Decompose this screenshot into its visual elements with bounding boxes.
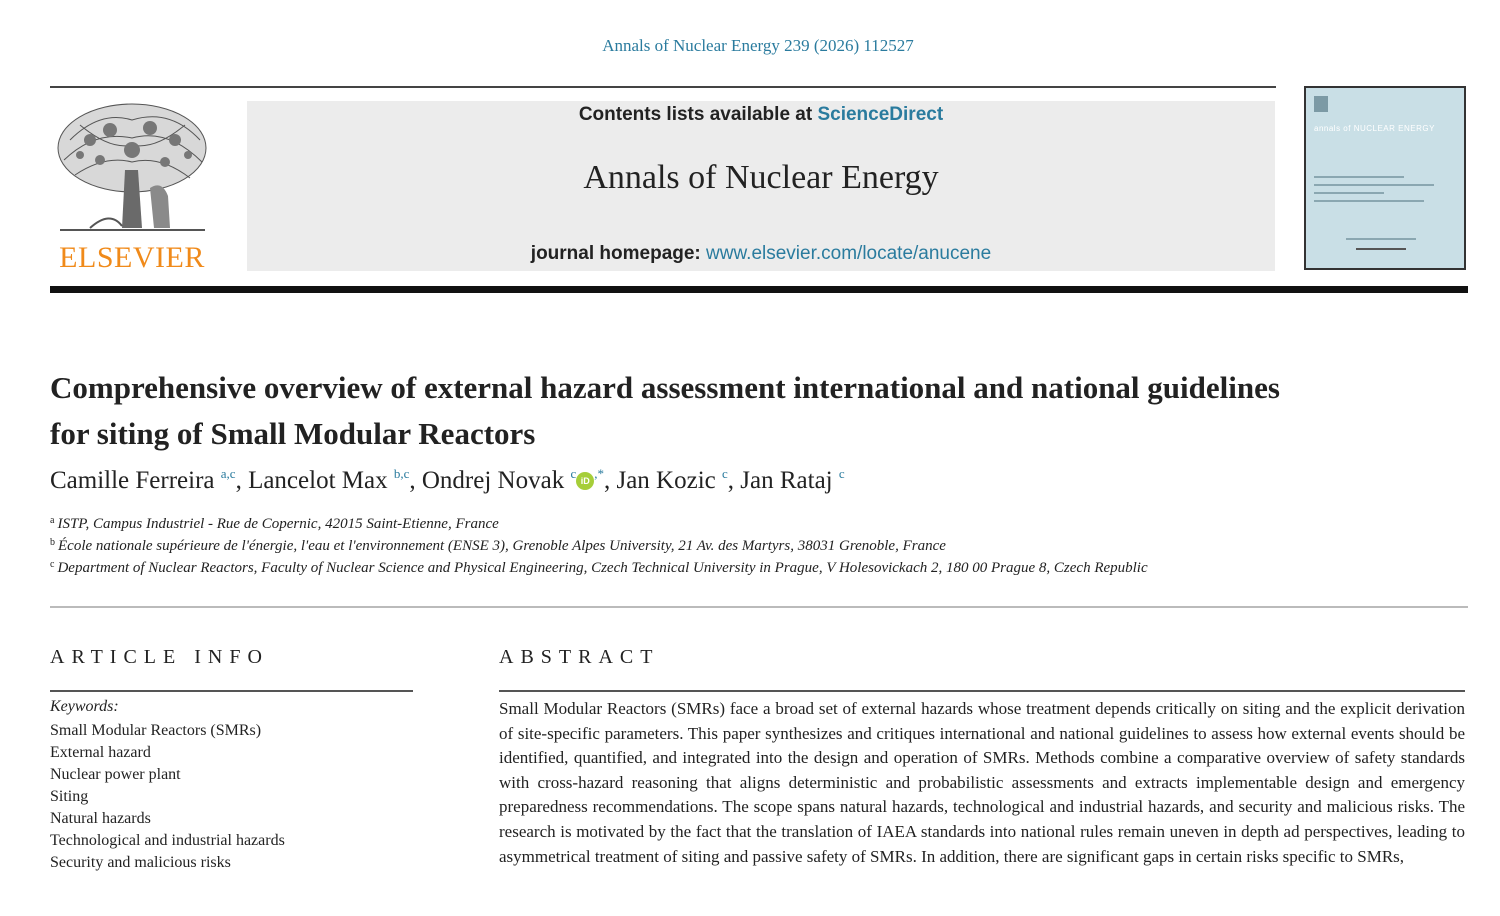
keywords-label: Keywords:: [50, 698, 119, 715]
contents-availability-line: [247, 104, 1275, 126]
header-top-rule: [50, 86, 1276, 88]
article-info-rule: [50, 690, 413, 692]
author-affiliation-marker[interactable]: b,c: [393, 466, 410, 481]
abstract-rule: [499, 690, 1465, 692]
homepage-prefix: journal homepage:: [530, 243, 707, 264]
affiliation-text: ISTP, Campus Industriel - Rue de Copernic, 42015 Saint-Etienne, France: [57, 516, 499, 532]
author-affiliation-marker[interactable]: c: [570, 466, 577, 481]
cover-publisher-logo: [1314, 96, 1328, 112]
sciencedirect-link[interactable]: ScienceDirect: [817, 104, 944, 125]
keyword-item[interactable]: Nuclear power plant: [50, 766, 181, 783]
author-affiliation-marker[interactable]: c: [722, 466, 728, 481]
journal-homepage-line: [247, 243, 1275, 265]
article-title: Comprehensive overview of external hazard assessment international and national guidelines for siting of Small Modular Reactors: [50, 370, 1280, 451]
journal-homepage-link[interactable]: www.elsevier.com/locate/anucene: [706, 243, 992, 264]
cover-text-line: [1314, 192, 1384, 194]
affiliations-divider: [50, 606, 1468, 608]
keyword-item[interactable]: Natural hazards: [50, 810, 151, 827]
header-thick-rule: [50, 286, 1468, 293]
keyword-item[interactable]: External hazard: [50, 744, 151, 761]
keyword-item[interactable]: Small Modular Reactors (SMRs): [50, 722, 262, 739]
journal-name: Annals of Nuclear Energy: [583, 159, 939, 196]
abstract-text: Small Modular Reactors (SMRs) face a broad set of external hazards whose treatment depends critically on siting and the explicit derivation of site-specific parameters. This paper synthesizes and critiques international and national guidelines to assess how external events should be identified, quantified, and integrated into the design and operation of SMRs. Methods combine a comparative overview of safety standards with cross-hazard reasoning that aligns deterministic and probabilistic assessments and extracts implementable design and emergency preparedness recommendations. The scope spans natural hazards, technological and industrial hazards, and security and malicious risks. The research is motivated by the fact that the translation of IAEA standards into national rules remain uneven in depth ad perspectives, leading to asymmetrical treatment of siting and passive safety of SMRs. In addition, there are significant gaps in certain risks specific to SMRs,: [499, 699, 1465, 866]
journal-banner: [247, 101, 1275, 271]
affiliation-letter: a: [50, 515, 55, 526]
author-list: Camille Ferreira $^{a,c}$, Lancelot Max $^{b,c}$, Ondrej Novak $^c$ iD ,*, Jan Kozic $^c$, Jan Rataj $^c$: [50, 466, 845, 494]
affiliation-text: Department of Nuclear Reactors, Faculty of Nuclear Science and Physical Engineering, Czech Technical University in Prague, V Holesovickach 2, 180 00 Prague 8, Czech Republic: [57, 560, 1148, 576]
author-name[interactable]: Ondrej Novak: [421, 467, 565, 494]
author-name[interactable]: Jan Rataj: [740, 467, 833, 494]
orcid-icon[interactable]: iD: [576, 472, 594, 490]
corresponding-author-marker[interactable]: ,*: [594, 466, 604, 481]
affiliation-item: [50, 554, 1272, 579]
cover-text-line: [1356, 248, 1406, 250]
cover-text-line: [1346, 238, 1416, 240]
publisher-wordmark: ELSEVIER: [59, 241, 205, 274]
author-name[interactable]: Camille Ferreira: [50, 467, 215, 494]
cover-text-line: [1314, 200, 1424, 202]
journal-citation[interactable]: Annals of Nuclear Energy 239 (2026) 112527: [602, 36, 914, 55]
cover-title: annals of NUCLEAR ENERGY: [1314, 124, 1435, 133]
author-affiliation-marker[interactable]: c: [838, 466, 845, 481]
keyword-item[interactable]: Technological and industrial hazards: [50, 832, 285, 849]
affiliation-letter: b: [50, 537, 55, 548]
affiliation-letter: c: [50, 559, 55, 570]
abstract-heading: ABSTRACT: [499, 646, 660, 668]
affiliation-text: École nationale supérieure de l'énergie, l'eau et l'environnement (ENSE 3), Grenoble Alpes University, 21 Av. des Martyrs, 38031 Grenoble, France: [58, 538, 946, 554]
cover-text-line: [1314, 176, 1404, 178]
keywords-list: [50, 720, 450, 874]
article-info-heading: ARTICLE INFO: [50, 646, 269, 668]
author-name[interactable]: Jan Kozic: [616, 467, 716, 494]
contents-prefix: Contents lists available at: [578, 104, 818, 125]
keyword-item[interactable]: Security and malicious risks: [50, 854, 231, 871]
keyword-item[interactable]: Siting: [50, 788, 89, 805]
cover-text-line: [1314, 184, 1434, 186]
journal-cover-thumbnail[interactable]: [1304, 86, 1466, 270]
author-name[interactable]: Lancelot Max: [248, 467, 388, 494]
author-affiliation-marker[interactable]: a,c: [220, 466, 236, 481]
